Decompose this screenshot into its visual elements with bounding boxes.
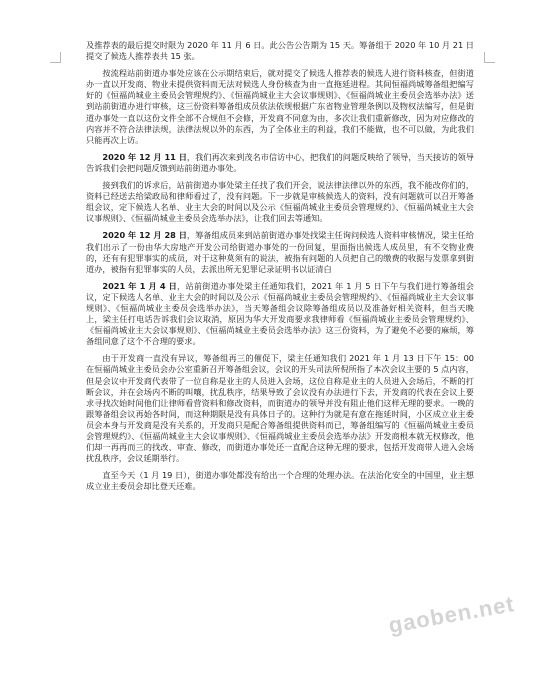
- paragraph-text: 接到我们的诉求后，站前街道办事处梁主任找了我们开会，说法律法律以外的东西，我不能改你们的，资料已经送去给梁政局和律师看过了，没有问题。下一步就是审核候选人的资料，没有问题就可以召开筹备组会议，定下候选人名单、业主大会的时间以及公示《恒福尚城业主委员会管理规约》、《恒福尚城业主大会议事规则》、《恒福尚城业主委员会选举办法》，让我们回去等通知。: [86, 180, 474, 224]
- paragraph: [86, 152, 474, 174]
- paragraph-date: 2021 年 1 月 4 日: [102, 280, 178, 291]
- paragraph: [86, 353, 474, 464]
- paragraph-text: 由于开发商一直没有异议，筹备组再三的催促下，梁主任通知我们 2021 年 1 月 13 日下午 15：00 在恒福尚城业主委员会办公室重新召开筹备组会议，会议的开头司法所倪所指了本次会议主要的 5 点内容，但是会议中开发商代表带了一位自称是业主的人员进入会场，这位自称是业主的人员进入会场后，不断的打断会议，并在会场内不断的叫嚷，扰乱秩序，结果导致了会议没有办法进行下去，开发商的代表在会议上要求寻找次始时间他们让律师看营资料和修改资料，而街道办的领导并没有阻止他们这样无理的要求。一晚的跟筹备组会议再始各时间，而这种期限是没有具体日子的。这种行为就是有意在拖延时间，小区成立业主委员会本身与开发商是没有关系的，开发商只是配合筹备组提供资料而已，筹备组编写的《恒福尚城业主委员会管理规约》、《恒福尚城业主大会议事规则》、《恒福尚城业主委员会选举办法》开发商根本就无权修改，他们却一再再而三的找改、审查、修改，而街道办事处还一直配合这种无理的要求，包括开发商带人进入会场扰乱秩序，会议延期举行。: [86, 353, 474, 464]
- paragraph-text: 直至今天（1 月 19 日），街道办事处都没有给出一个合理的处理办法。在法治化安全的中国里，业主想成立业主委员会却比登天还难。: [86, 470, 474, 492]
- paragraph-text: ，筹备组成员来到站前街道办事处找梁主任询问候选人资料审核情况，梁主任给我们出示了一份由华大房地产开发公司给街道办事处的一份回复，里面指出候选人成员里，有不交物业费的，还有有犯罪事实的成员，对于这种莫须有的说法，被指有问题的人员把自己的缴费的收据与发票拿到街道办，被指有犯罪事实的人员，去派出所无犯罪记录证明书以证清白: [86, 230, 474, 274]
- watermark: gaoben.net: [386, 591, 517, 638]
- paragraph: [86, 470, 474, 492]
- margin-corner-mark: [484, 52, 495, 63]
- paragraph-text: ，站前街道办事处梁主任通知我们，2021 年 1 月 5 日下午与我们进行筹备组会议，定下候选人名单、业主大会的时间以及公示《恒福尚城业主委员会管理规约》、《恒福尚城业主大会议事规则》、《恒福尚城业主委员会选举办法》，当天筹备组会议除筹备组成员以及准备好相关资料，但当天晚上，梁主任打电话告诉我们会议取消，原因为华大开发商要求我律师看《恒福尚城业主委员会管理规约》、《恒福尚城业主大会议事规则》、《恒福尚城业主委员会选举办法》这三份资料，为了避免不必要的麻烦，筹备组同意了这个不合理的要求。: [86, 280, 474, 347]
- paragraph: [86, 180, 474, 224]
- paragraph: [86, 68, 474, 146]
- paragraph: [86, 281, 474, 348]
- paragraph: [86, 230, 474, 274]
- document-body: [86, 40, 474, 498]
- paragraph-date: 2020 年 12 月 28 日: [102, 230, 187, 241]
- paragraph-text: ，我们再次来到茂名市信访中心，把我们的问题反映给了领导，当天接访的领导告诉我们会把问题反馈到站前街道办事处。: [86, 151, 474, 173]
- margin-corner-mark: [50, 52, 61, 63]
- paragraph-text: 及推荐表的最后提交时限为 2020 年 11 月 6 日。此公告公告期为 15 天。筹备组于 2020 年 10 月 21 日提交了候选人推荐表共 15 张。: [86, 40, 474, 62]
- paragraph: [86, 40, 474, 62]
- paragraph-text: 按流程站前街道办事处应该在公示期结束后，就对提交了候选人推荐表的候选人进行资料核查，但街道办一直以开发商、物业未提供资料而无法对候选人身份核查为由一直拖延进程。其间恒福尚城筹备组把编写好的《恒福尚城业主委员会管理规约》、《恒福尚城业主大会议事规则》、《恒福尚城业主委员会选举办法》送到站前街道办进行审核，这三份资料筹备组成员依法依规根据广东省物业管理条例以及物权法编写，但是街道办事处一直以这份文件全部不合规但不会修，开发商不同意为由，多次让我们重新修改，因为对应修改的内容并不符合法律法规，法律法规以外的东西，为了全体业主的利益，我们不能做，也不可以做，为此我们只能再次上访。: [86, 68, 474, 145]
- paragraph-date: 2020 年 12 月 11 日: [102, 151, 187, 162]
